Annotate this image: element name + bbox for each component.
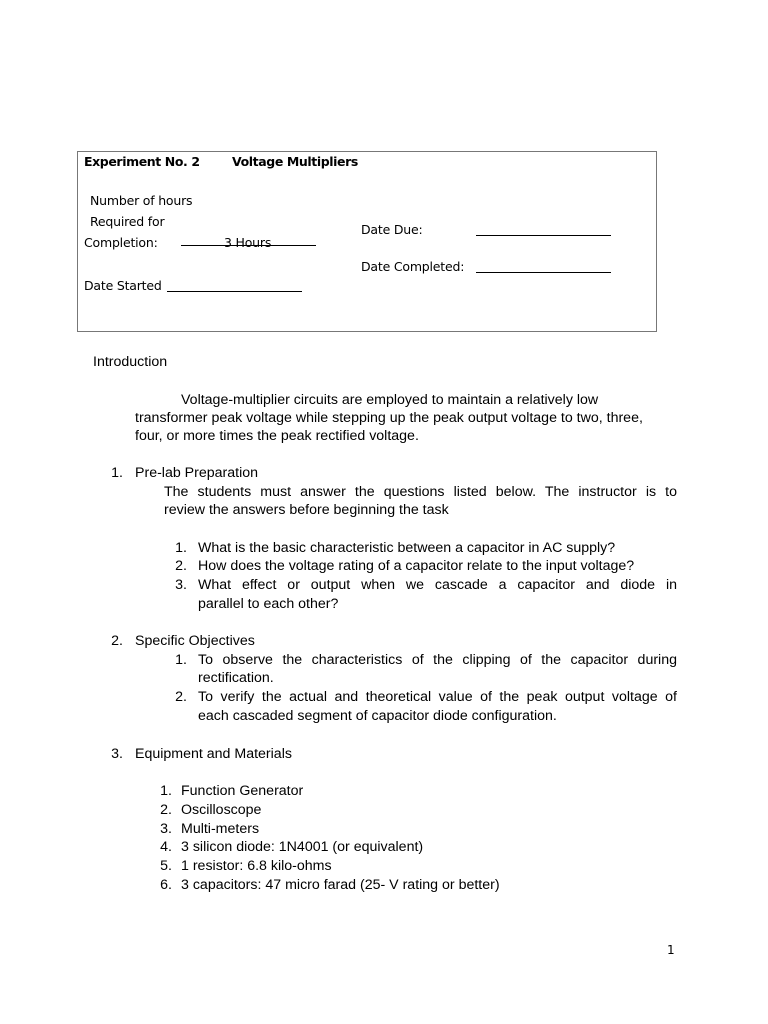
completion-label: Completion: — [84, 235, 158, 250]
equipment-1-number: 1. — [160, 783, 172, 799]
section-1-number: 1. — [111, 465, 123, 481]
objective-1-line1: To observe the characteristics of the clipping of the capacitor during — [198, 652, 677, 668]
equipment-6-number: 6. — [160, 877, 172, 893]
section-3-number: 3. — [111, 746, 123, 762]
objective-1-number: 1. — [175, 652, 187, 668]
intro-line-3: four, or more times the peak rectified voltage. — [135, 428, 419, 444]
equipment-3: Multi-meters — [181, 821, 260, 837]
equipment-3-number: 3. — [160, 821, 172, 837]
equipment-6: 3 capacitors: 47 micro farad (25- V rating or better) — [181, 877, 500, 893]
date-started-label: Date Started — [84, 278, 162, 293]
experiment-info-box — [77, 151, 657, 332]
objective-2-line1: To verify the actual and theoretical value of the peak output voltage of — [198, 689, 677, 705]
date-completed-line — [476, 272, 611, 273]
equipment-1: Function Generator — [181, 783, 304, 799]
question-3-line2: parallel to each other? — [198, 596, 339, 612]
section-1-paragraph-line1: The students must answer the questions listed below. The instructor is to — [164, 484, 677, 500]
equipment-4: 3 silicon diode: 1N4001 (or equivalent) — [181, 839, 424, 855]
question-1: What is the basic characteristic between a capacitor in AC supply? — [198, 540, 616, 556]
question-3-line1: What effect or output when we cascade a capacitor and diode in — [198, 577, 677, 593]
objective-2-line2: each cascaded segment of capacitor diode configuration. — [198, 708, 557, 724]
equipment-5-number: 5. — [160, 858, 172, 874]
experiment-title: Voltage Multipliers — [232, 154, 358, 169]
equipment-5: 1 resistor: 6.8 kilo-ohms — [181, 858, 332, 874]
hours-label-line1: Number of hours — [90, 193, 193, 208]
hours-label-line2: Required for — [90, 214, 165, 229]
objective-2-number: 2. — [175, 689, 187, 705]
question-2-number: 2. — [175, 558, 187, 574]
section-2-number: 2. — [111, 633, 123, 649]
question-1-number: 1. — [175, 540, 187, 556]
date-started-line — [167, 291, 302, 292]
section-2-title: Specific Objectives — [135, 633, 255, 649]
section-3-title: Equipment and Materials — [135, 746, 292, 762]
date-due-label: Date Due: — [361, 222, 423, 237]
intro-line-1: Voltage-multiplier circuits are employed to maintain a relatively low — [181, 392, 599, 408]
completion-underline — [181, 245, 316, 246]
section-1-paragraph-line2: review the answers before beginning the task — [164, 502, 449, 518]
objective-1-line2: rectification. — [198, 670, 274, 686]
section-1-title: Pre-lab Preparation — [135, 465, 259, 481]
completion-value: 3 Hours — [224, 235, 272, 250]
intro-line-2: transformer peak voltage while stepping up the peak output voltage to two, three, — [135, 410, 643, 426]
experiment-number: Experiment No. 2 — [84, 154, 200, 169]
date-due-line — [476, 235, 611, 236]
equipment-4-number: 4. — [160, 839, 172, 855]
equipment-2: Oscilloscope — [181, 802, 262, 818]
question-2: How does the voltage rating of a capacitor relate to the input voltage? — [198, 558, 635, 574]
question-3-number: 3. — [175, 577, 187, 593]
date-completed-label: Date Completed: — [361, 259, 465, 274]
intro-heading: Introduction — [93, 354, 168, 370]
equipment-2-number: 2. — [160, 802, 172, 818]
page-number: 1 — [667, 943, 675, 957]
